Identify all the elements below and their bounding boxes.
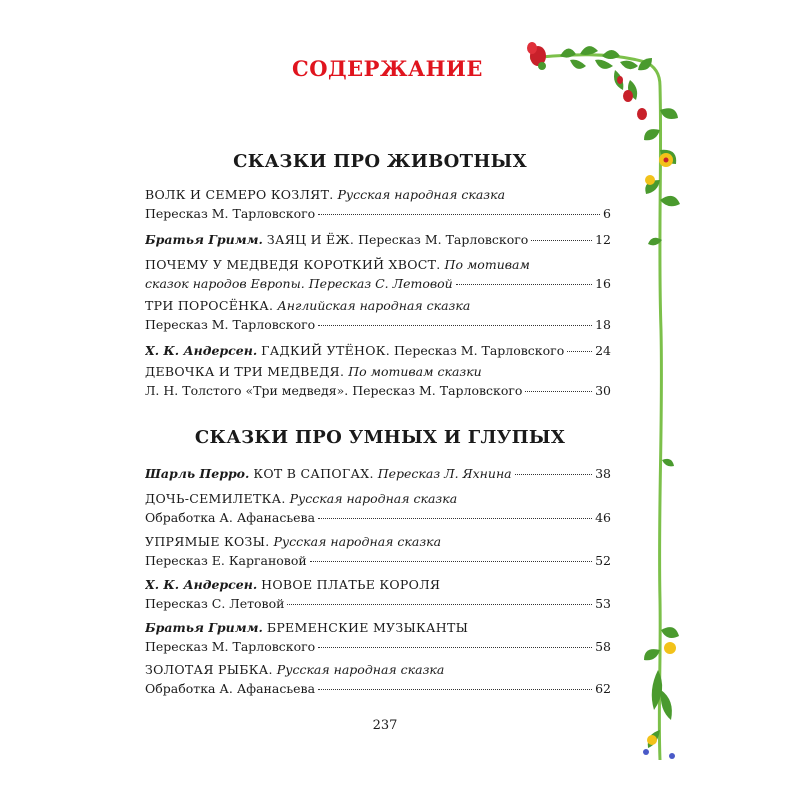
entry-credit: Обработка А. Афанасьева bbox=[145, 510, 316, 525]
entry-page: 38 bbox=[595, 466, 611, 481]
entry-title: БРЕМЕНСКИЕ МУЗЫКАНТЫ bbox=[266, 620, 469, 635]
entry-page: 6 bbox=[603, 206, 611, 221]
entry-note: По мотивам bbox=[444, 257, 530, 272]
entry-title: НОВОЕ ПЛАТЬЕ КОРОЛЯ bbox=[261, 577, 441, 592]
entry-credit: сказок народов Европы. Пересказ С. Летовой bbox=[145, 276, 453, 291]
entry-title: ЗОЛОТАЯ РЫБКА. bbox=[145, 662, 273, 677]
entry-note: Русская народная сказка bbox=[337, 187, 506, 202]
entry-title: ВОЛК И СЕМЕРО КОЗЛЯТ. bbox=[145, 187, 334, 202]
entry-page: 30 bbox=[595, 383, 611, 398]
entry-title: ЗАЯЦ И ЁЖ. bbox=[266, 232, 355, 247]
entry-note: Пересказ М. Тарловского bbox=[394, 343, 565, 358]
entry-title: ДОЧЬ-СЕМИЛЕТКА. bbox=[145, 491, 286, 506]
entry-note: Пересказ Л. Яхнина bbox=[377, 466, 512, 481]
entry-note: Английская народная сказка bbox=[277, 298, 471, 313]
entry-page: 18 bbox=[595, 317, 611, 332]
entry-credit: Пересказ М. Тарловского bbox=[145, 317, 316, 332]
entry-page: 62 bbox=[595, 681, 611, 696]
entry-credit: Обработка А. Афанасьева bbox=[145, 681, 316, 696]
entry-author: Х. К. Андерсен. bbox=[145, 577, 258, 592]
entry-note: Пересказ М. Тарловского bbox=[358, 232, 529, 247]
entry-title: УПРЯМЫЕ КОЗЫ. bbox=[145, 534, 270, 549]
entry-page: 24 bbox=[595, 343, 611, 358]
entry-author: Братья Гримм. bbox=[145, 620, 263, 635]
entry-note: Русская народная сказка bbox=[273, 534, 442, 549]
red-flower-icon bbox=[527, 42, 546, 70]
entry-page: 46 bbox=[595, 510, 611, 525]
entry-credit: Пересказ С. Летовой bbox=[145, 596, 285, 611]
entry-author: Шарль Перро. bbox=[145, 466, 250, 481]
entry-title: ТРИ ПОРОСЁНКА. bbox=[145, 298, 274, 313]
entry-title: КОТ В САПОГАХ. bbox=[253, 466, 374, 481]
section-title-animals: СКАЗКИ ПРО ЖИВОТНЫХ bbox=[233, 151, 527, 172]
entry-page: 53 bbox=[595, 596, 611, 611]
entry-author: Братья Гримм. bbox=[145, 232, 263, 247]
entry-page: 16 bbox=[595, 276, 611, 291]
entry-credit: Пересказ М. Тарловского bbox=[145, 639, 316, 654]
entry-page: 12 bbox=[595, 232, 611, 247]
entry-page: 58 bbox=[595, 639, 611, 654]
floral-vine-decoration bbox=[520, 40, 690, 770]
entry-title: ГАДКИЙ УТЁНОК. bbox=[261, 343, 391, 358]
entry-title: ДЕВОЧКА И ТРИ МЕДВЕДЯ. bbox=[145, 364, 345, 379]
entry-credit: Л. Н. Толстого «Три медведя». Пересказ М. Тарловского bbox=[145, 383, 523, 398]
entry-page: 52 bbox=[595, 553, 611, 568]
entry-note: Русская народная сказка bbox=[289, 491, 458, 506]
entry-credit: Пересказ М. Тарловского bbox=[145, 206, 316, 221]
section-title-smart-and-foolish: СКАЗКИ ПРО УМНЫХ И ГЛУПЫХ bbox=[194, 427, 566, 448]
entry-credit: Пересказ Е. Каргановой bbox=[145, 553, 307, 568]
entry-note: Русская народная сказка bbox=[276, 662, 445, 677]
entry-title: ПОЧЕМУ У МЕДВЕДЯ КОРОТКИЙ ХВОСТ. bbox=[145, 257, 441, 272]
page-title: СОДЕРЖАНИЕ bbox=[292, 56, 483, 81]
entry-note: По мотивам сказки bbox=[348, 364, 482, 379]
entry-author: Х. К. Андерсен. bbox=[145, 343, 258, 358]
page-number: 237 bbox=[372, 718, 398, 733]
